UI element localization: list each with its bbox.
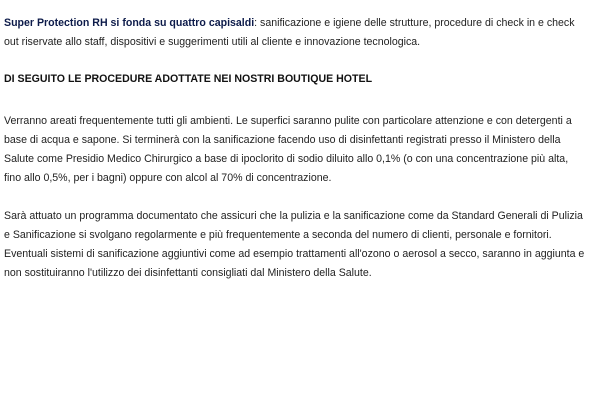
procedure-paragraph-ventilation: Verranno areati frequentemente tutti gli ambienti. Le superfici saranno pulite con particolare attenzione e con detergenti a base di acqua e sapone. Si terminerà con la sanificazione facendo uso di disinfettanti registrati presso il Ministero della Salute come Presidio Medico Chirurgico a base di ipoclorito di sodio diluito allo 0,1% (o con una concentrazione più alta, fino allo 0,5%, per i bagni) oppure con alcol al 70% di concentrazione. [4,115,572,184]
intro-paragraph [4,14,586,52]
intro-text: : sanificazione e igiene delle strutture, procedure di check in e check out riservate allo staff, dispositivi e suggerimenti utili al cliente e innovazione tecnologica. [4,17,575,48]
section-heading: DI SEGUITO LE PROCEDURE ADOTTATE NEI NOSTRI BOUTIQUE HOTEL [4,73,373,85]
procedure-paragraph-sanitization-program: Sarà attuato un programma documentato che assicuri che la pulizia e la sanificazione come da Standard Generali di Pulizia e Sanificazione si svolgano regolarmente e più frequentemente a seconda del numero di clienti, personale e fornitori. Eventuali sistemi di sanificazione aggiuntivi come ad esempio trattamenti all'ozono o aerosol a secco, saranno in aggiunta e non sostituiranno l'utilizzo dei disinfettanti consigliati dal Ministero della Salute. [4,210,585,279]
intro-bold-text: Super Protection RH si fonda su quattro capisaldi [4,17,255,29]
